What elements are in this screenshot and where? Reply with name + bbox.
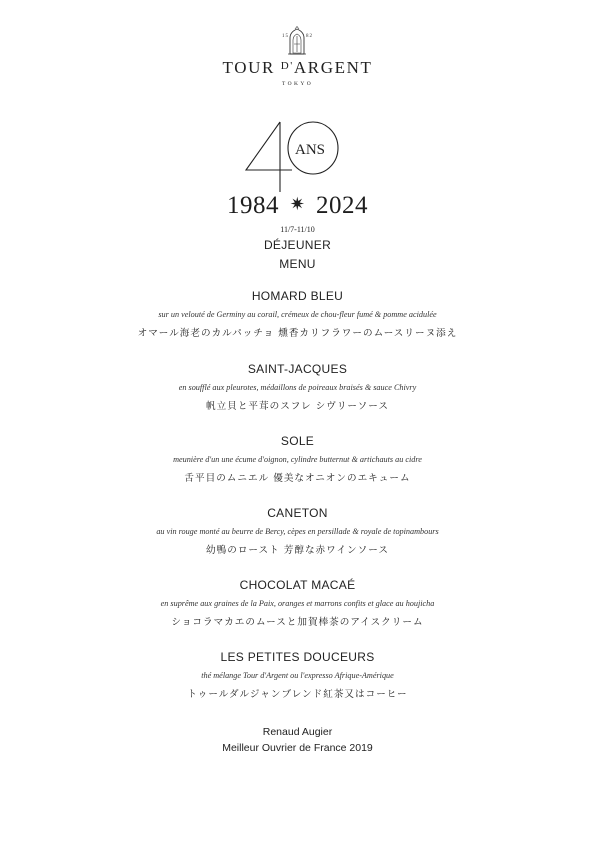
brand-city: TOKYO xyxy=(281,81,314,87)
course-description-fr: en soufflé aux pleurotes, médaillons de poireaux braisés & sauce Chivry xyxy=(178,383,417,392)
course-description-fr: au vin rouge monté au beurre de Bercy, cèpes en persillade & royale de topinambours xyxy=(156,527,439,536)
course-name: LES PETITES DOUCEURS xyxy=(220,650,375,664)
course-description-fr: meunière d'un une écume d'oignon, cylindre butternut & artichauts au cidre xyxy=(173,455,422,464)
menu-title-line1: DÉJEUNER xyxy=(263,238,332,252)
course-description-fr: thé mélange Tour d'Argent ou l'expresso Afrique-Amérique xyxy=(201,671,394,680)
course-name: CHOCOLAT MACAÉ xyxy=(239,578,356,592)
course-description-jp: トゥールダルジャンブレンド紅茶又はコーヒー xyxy=(187,689,408,700)
course-description-jp: 幼鴨のロースト 芳醇な赤ワインソース xyxy=(206,545,389,556)
course-description-fr: en suprême aux graines de la Paix, oranges et marrons confits et glace au houjicha xyxy=(160,599,435,608)
event-dates: 11/7-11/10 xyxy=(280,225,315,234)
course-description-jp: オマール海老のカルパッチョ 燻香カリフラワーのムースリーヌ添え xyxy=(137,328,458,339)
course-name: CANETON xyxy=(267,506,328,520)
chef-title: Meilleur Ouvrier de France 2019 xyxy=(222,742,373,754)
chef-name: Renaud Augier xyxy=(262,726,333,738)
crest-year-right: 82 xyxy=(306,34,313,39)
course-description-jp: 舌平目のムニエル 優美なオニオンのエキューム xyxy=(184,473,411,484)
anniversary-mark xyxy=(240,120,350,198)
course-name: SAINT-JACQUES xyxy=(247,362,348,376)
crest-logo-icon xyxy=(277,26,317,56)
anniversary-word: ANS xyxy=(294,142,326,158)
brand-name: TOUR $^{D'}$ARGENT xyxy=(222,58,373,77)
course-description-jp: 帆立貝と平茸のスフレ シヴリーソース xyxy=(206,401,389,412)
course-name: HOMARD BLEU xyxy=(251,289,344,303)
star-icon: ✷ xyxy=(289,194,306,214)
menu-title-line2: MENU xyxy=(279,257,316,271)
course-description-jp: ショコラマカエのムースと加賀棒茶のアイスクリーム xyxy=(171,617,424,628)
course-description-fr: sur un velouté de Germiny au corail, crémeux de chou-fleur fumé & pomme acidulée xyxy=(158,310,437,319)
crest-year-left: 15 xyxy=(282,34,289,39)
anniversary-years: 1984 ✷ 2024 xyxy=(226,192,369,219)
course-name: SOLE xyxy=(280,434,315,448)
